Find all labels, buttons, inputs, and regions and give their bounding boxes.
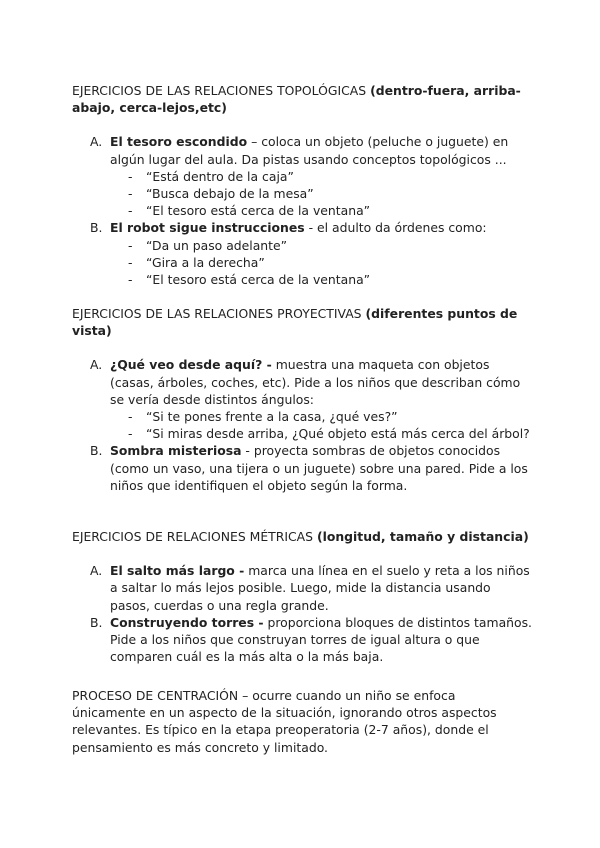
example-list: [110, 408, 532, 442]
item-marker: A.: [90, 357, 103, 373]
item-marker: B.: [90, 220, 103, 236]
exercise-title: ¿Qué veo desde aquí? -: [110, 357, 272, 373]
exercise-item: [72, 562, 532, 614]
exercise-list: [72, 133, 532, 288]
exercise-text: - el adulto da órdenes como:: [304, 220, 487, 236]
centration-paragraph: PROCESO DE CENTRACIÓN – ocurre cuando un niño se enfoca únicamente en un aspecto de la situación, ignorando otros aspectos relevantes. Es típico en la etapa preoperatoria (2-7 años), donde el pensamiento es más concreto y limitado.: [72, 688, 497, 755]
item-marker: B.: [90, 614, 103, 630]
section-heading: EJERCICIOS DE LAS RELACIONES PROYECTIVAS (diferentes puntos de vista): [72, 306, 518, 339]
section-topologicas: [72, 82, 532, 288]
section-proyectivas: [72, 305, 532, 494]
exercise-item: [72, 442, 532, 494]
item-marker: A.: [90, 563, 103, 579]
exercise-title: Sombra misteriosa: [110, 443, 242, 459]
example-item: - “Da un paso adelante”: [128, 237, 288, 253]
section-heading: EJERCICIOS DE RELACIONES MÉTRICAS (longitud, tamaño y distancia): [72, 529, 529, 544]
example-list: [110, 168, 532, 220]
example-item: - “Gira a la derecha”: [128, 254, 265, 270]
example-item: - “Si te pones frente a la casa, ¿qué ves?”: [128, 409, 398, 425]
section-centracion: [72, 687, 532, 756]
exercise-text: - proyecta sombras de objetos conocidos (como un vaso, una tijera o un juguete) sobre una pared. Pide a los niños que identifiquen el objeto según la forma.: [110, 443, 528, 493]
section-heading: EJERCICIOS DE LAS RELACIONES TOPOLÓGICAS (dentro-fuera, arriba-abajo, cerca-lejos,etc): [72, 83, 521, 116]
exercise-title: El robot sigue instrucciones: [110, 220, 305, 236]
exercise-list: [72, 356, 532, 494]
example-item: - “Busca debajo de la mesa”: [128, 186, 314, 202]
example-list: [110, 237, 532, 289]
exercise-item: [72, 133, 532, 219]
section-metricas: [72, 528, 532, 665]
exercise-text: marca una línea en el suelo y reta a los niños a saltar lo más lejos posible. Luego, mide la distancia usando pasos, cuerdas o una regla grande.: [110, 563, 530, 613]
example-item: - “Si miras desde arriba, ¿Qué objeto está más cerca del árbol?: [128, 426, 530, 442]
example-item: - “El tesoro está cerca de la ventana”: [128, 203, 371, 219]
exercise-text: – coloca un objeto (peluche o juguete) en algún lugar del aula. Da pistas usando conceptos topológicos ...: [110, 134, 509, 167]
exercise-item: [72, 219, 532, 288]
exercise-item: [72, 614, 532, 666]
exercise-title: Construyendo torres -: [110, 614, 264, 630]
exercise-item: [72, 356, 532, 442]
exercise-text: muestra una maqueta con objetos (casas, árboles, coches, etc). Pide a los niños que describan cómo se vería desde distintos ángulos:: [110, 357, 521, 407]
example-item: - “Está dentro de la caja”: [128, 168, 294, 184]
item-marker: B.: [90, 443, 103, 459]
item-marker: A.: [90, 134, 103, 150]
exercise-list: [72, 562, 532, 665]
exercise-title: El tesoro escondido: [110, 134, 248, 150]
example-item: - “El tesoro está cerca de la ventana”: [128, 272, 371, 288]
exercise-title: El salto más largo -: [110, 563, 245, 579]
exercise-text: proporciona bloques de distintos tamaños. Pide a los niños que construyan torres de igual altura o que comparen cuál es la más alta o la más baja.: [110, 614, 532, 665]
